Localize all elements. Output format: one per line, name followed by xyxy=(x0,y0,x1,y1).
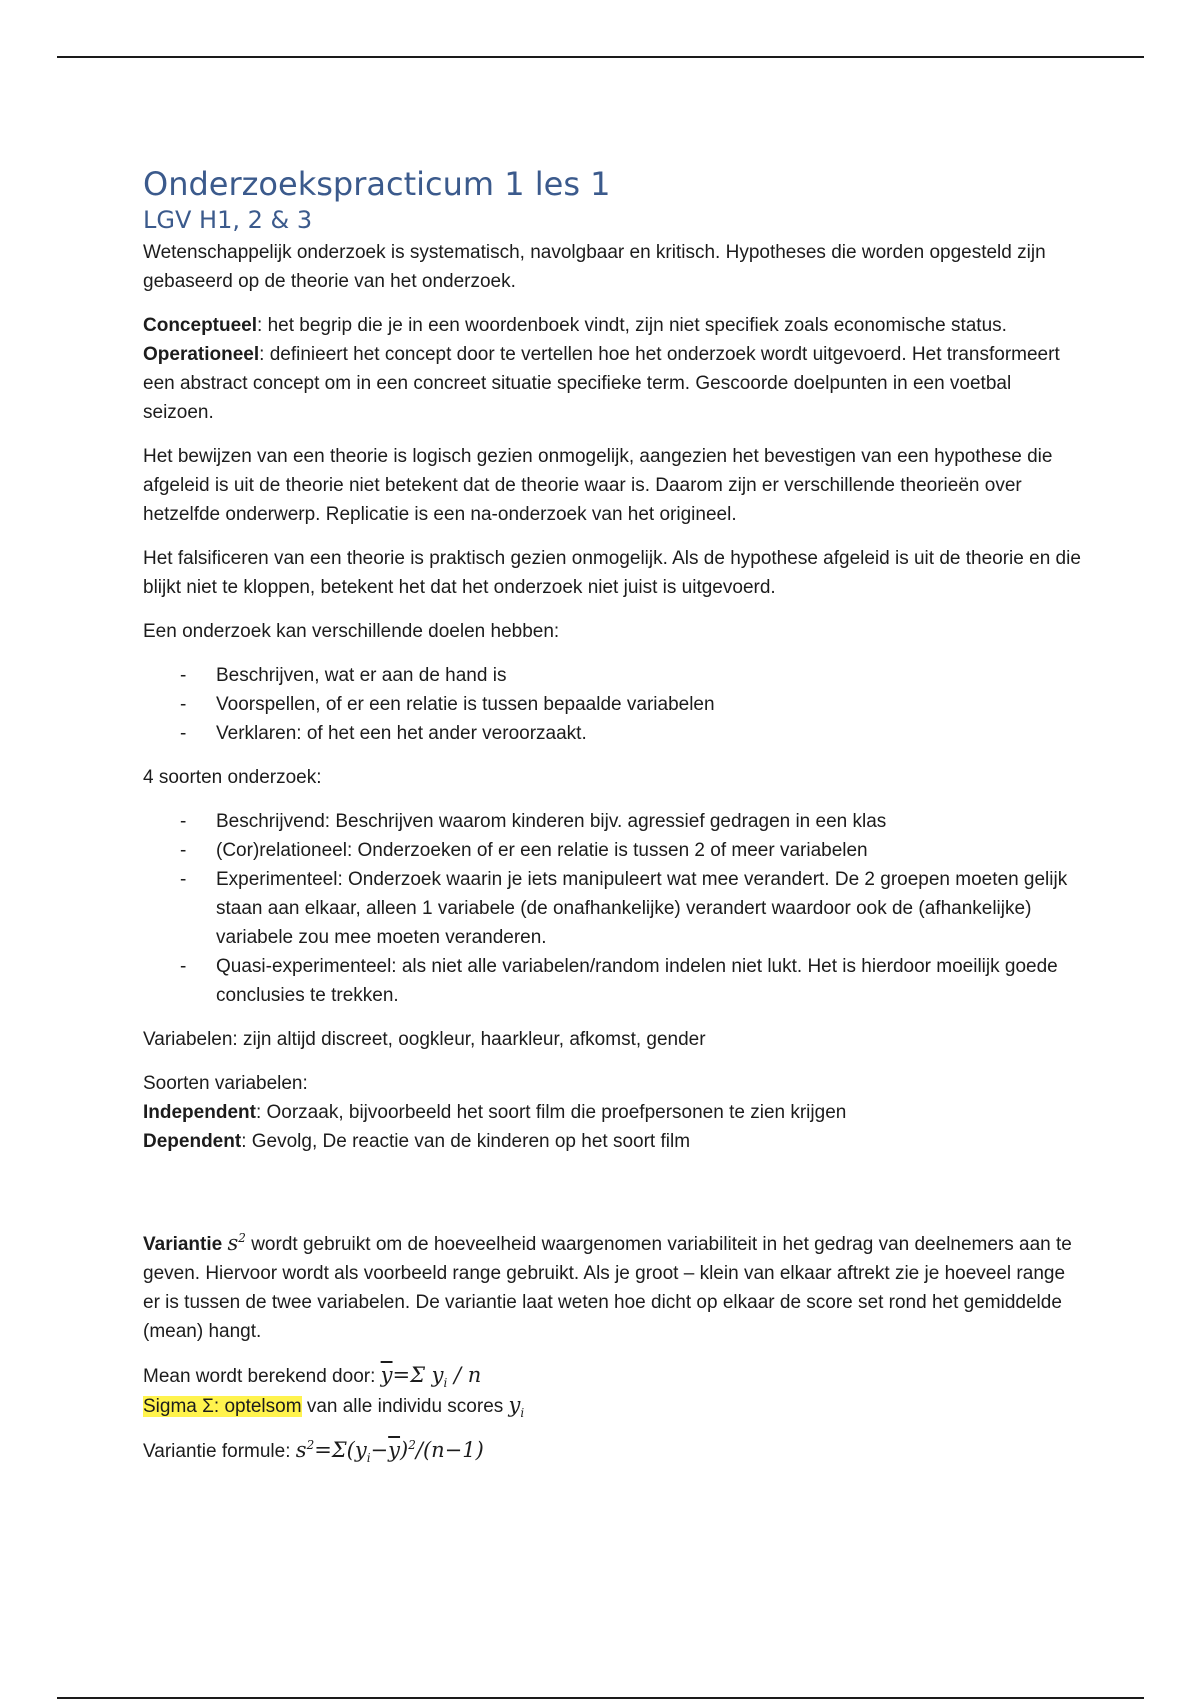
falsificeren-paragraph: Het falsificeren van een theorie is praktisch gezien onmogelijk. Als de hypothese afgeleid is uit de theorie en die blijkt niet te kloppen, betekent het dat het onderzoek niet juist is uitgevoerd. xyxy=(143,548,1081,598)
term-dependent: Dependent xyxy=(143,1131,242,1152)
variance-formula: $s^2=\Sigma(y_i-\overline{y})^2/(n-1)$ xyxy=(295,1438,484,1466)
dependent-paragraph: Dependent: Gevolg, De reactie van de kinderen op het soort film xyxy=(143,1131,691,1152)
bewijzen-paragraph: Het bewijzen van een theorie is logisch gezien onmogelijk, aangezien het bevestigen van een hypothese die afgeleid is uit de theorie niet betekent dat de theorie waar is. Daarom zijn er verschillende theorieën over hetzelfde onderwerp. Replicatie is een na-onderzoek van het origineel. xyxy=(143,446,1053,525)
conceptueel-paragraph xyxy=(143,311,1083,340)
mean-formula-line: Mean wordt berekend door: $\overline{y}=\Sigma$ $y_i$ / n xyxy=(143,1363,482,1391)
mean-formula: $\overline{y}=\Sigma$ $y_i$ / n xyxy=(380,1363,482,1391)
document-subtitle: LGV H1, 2 & 3 xyxy=(143,206,313,234)
soorten-list xyxy=(143,807,1083,1010)
soorten-variabelen-intro: Soorten variabelen: xyxy=(143,1073,308,1094)
dash-bullet: - xyxy=(180,694,187,715)
doelen-list xyxy=(143,661,1083,748)
highlight-sigma: Sigma xyxy=(143,1396,203,1417)
term-operationeel: Operationeel xyxy=(143,344,260,365)
list-item: - Verklaren: of het een het ander veroorzaakt. xyxy=(143,719,1083,748)
footer-rule xyxy=(57,1697,1144,1699)
dash-bullet: - xyxy=(180,723,187,744)
dash-bullet: - xyxy=(180,840,187,861)
conceptueel-text: : het begrip die je in een woordenboek vindt, zijn niet specifiek zoals economische status. xyxy=(257,315,1007,336)
variantie-paragraph: Variantie $s^2$ wordt gebruikt om de hoeveelheid waargenomen variabiliteit in het gedrag van deelnemers aan te geven. Hiervoor wordt als voorbeeld range gebruikt. Als je groot – klein van elkaar aftrekt zie je hoeveel range er is tussen de twee variabelen. De variantie laat weten hoe dicht op elkaar de score set rond het gemiddelde (mean) hangt. xyxy=(143,1231,1072,1342)
operationeel-paragraph xyxy=(143,340,1083,427)
dash-bullet: - xyxy=(180,811,187,832)
list-item: - Voorspellen, of er een relatie is tussen bepaalde variabelen xyxy=(143,690,1083,719)
intro-paragraph: Wetenschappelijk onderzoek is systematisch, navolgbaar en kritisch. Hypotheses die worden opgesteld zijn gebaseerd op de theorie van het onderzoek. xyxy=(143,242,1046,292)
highlight-optelsom: Σ: optelsom xyxy=(202,1396,302,1417)
sigma-line: Sigma Σ: optelsom van alle individu scores $y_i$ xyxy=(143,1393,525,1421)
independent-paragraph: Independent: Oorzaak, bijvoorbeeld het soort film die proefpersonen te zien krijgen xyxy=(143,1102,847,1123)
list-item: - Beschrijven, wat er aan de hand is xyxy=(143,661,1083,690)
term-variantie: Variantie xyxy=(143,1234,223,1255)
document-title: Onderzoekspracticum 1 les 1 xyxy=(143,165,611,203)
header-rule xyxy=(57,56,1144,58)
list-item: - Beschrijvend: Beschrijven waarom kinderen bijv. agressief gedragen in een klas xyxy=(143,807,1083,836)
doelen-intro: Een onderzoek kan verschillende doelen hebben: xyxy=(143,621,560,642)
dash-bullet: - xyxy=(180,869,187,890)
spacer xyxy=(143,1171,1083,1229)
dash-bullet: - xyxy=(180,665,187,686)
score-symbol: $y_i$ xyxy=(508,1393,525,1421)
list-item: - Experimenteel: Onderzoek waarin je iets manipuleert wat mee verandert. De 2 groepen moeten gelijk staan aan elkaar, alleen 1 variabele (de onafhankelijke) verandert waardoor ook de (afhankelijke) variabele zou mee moeten veranderen. xyxy=(143,865,1083,952)
soorten-intro: 4 soorten onderzoek: xyxy=(143,767,322,788)
term-conceptueel: Conceptueel xyxy=(143,315,258,336)
document-body xyxy=(143,164,1083,1481)
variabelen-paragraph: Variabelen: zijn altijd discreet, oogkleur, haarkleur, afkomst, gender xyxy=(143,1029,706,1050)
list-item: - (Cor)relationeel: Onderzoeken of er een relatie is tussen 2 of meer variabelen xyxy=(143,836,1083,865)
list-item: - Quasi-experimenteel: als niet alle variabelen/random indelen niet lukt. Het is hierdoor moeilijk goede conclusies te trekken. xyxy=(143,952,1083,1010)
term-independent: Independent xyxy=(143,1102,256,1123)
dash-bullet: - xyxy=(180,956,187,977)
operationeel-text: : definieert het concept door te vertellen hoe het onderzoek wordt uitgevoerd. Het transformeert een abstract concept om in een concreet situatie specifieke term. Gescoorde doelpunten in een voetbal seizoen. xyxy=(143,344,1060,423)
variantie-formula-line: Variantie formule: $s^2=\Sigma(y_i-\overline{y})^2/(n-1)$ xyxy=(143,1438,484,1466)
variance-symbol: $s^2$ xyxy=(227,1231,246,1255)
